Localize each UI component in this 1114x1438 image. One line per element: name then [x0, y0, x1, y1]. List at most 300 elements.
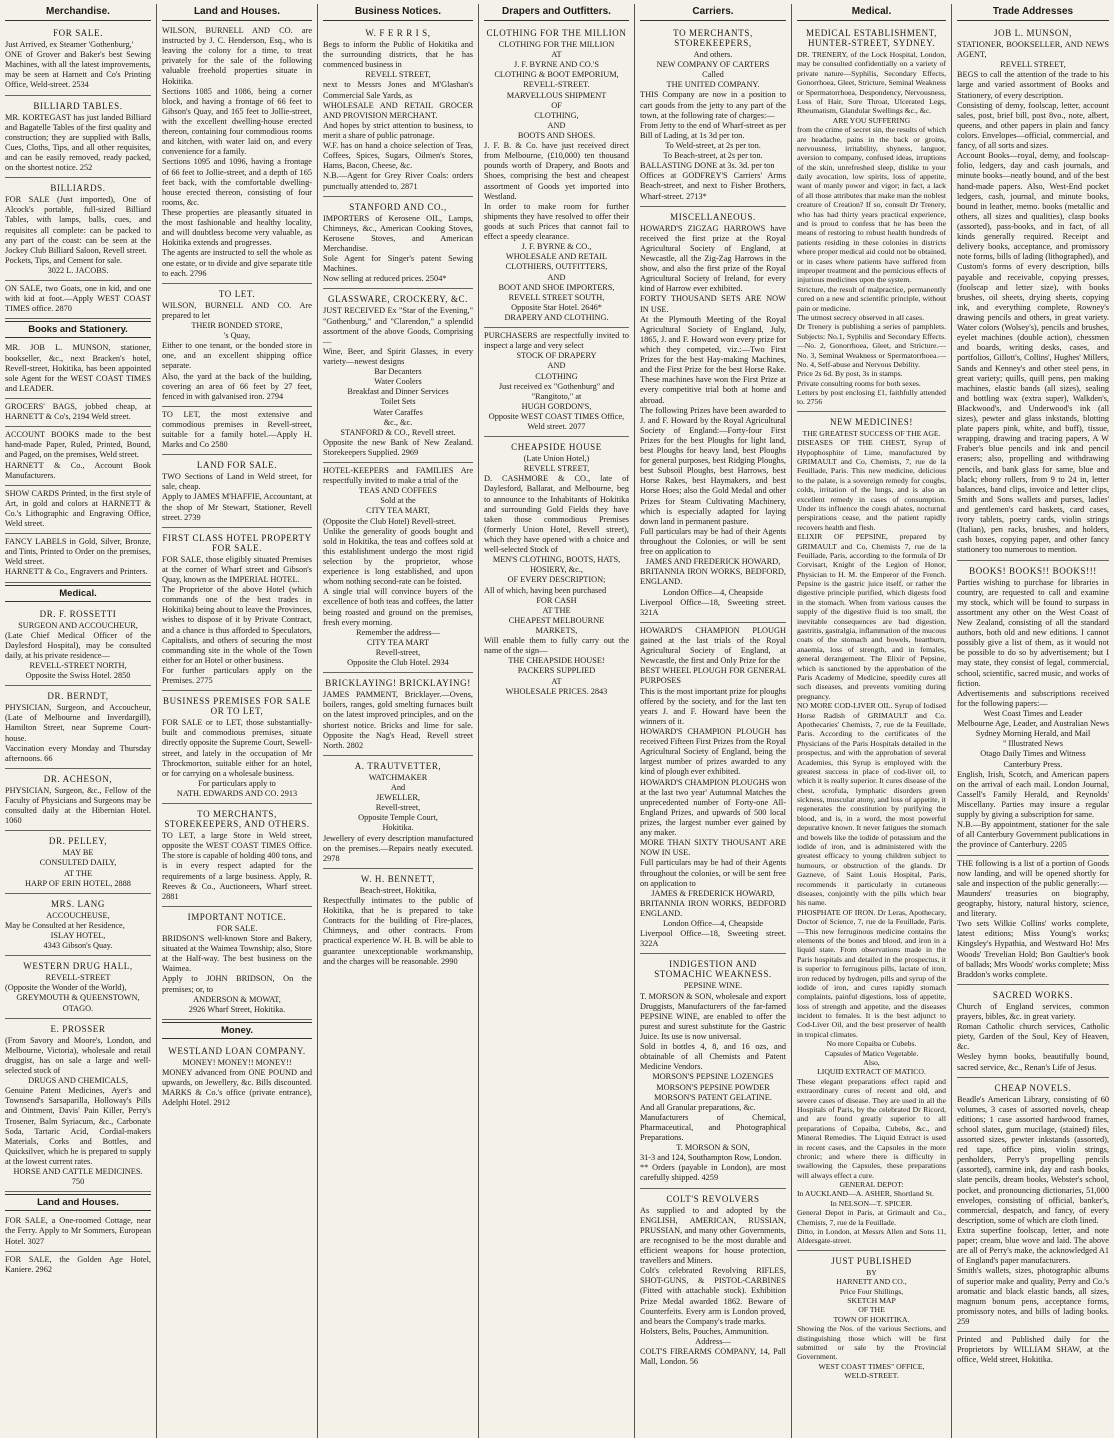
ad-text: OF THE [858, 1305, 885, 1315]
ad-text: CLOTHING, [534, 110, 579, 120]
ad-text: Letters by post enclosing £1, faithfully attended to. 2756 [797, 388, 946, 407]
column [792, 4, 952, 1438]
ad-text: HORSE AND CATTLE MEDICINES. [13, 1167, 143, 1177]
ad-text: Wine, Beer, and Spirit Glasses, in every variety—newest designs [323, 346, 473, 366]
advertisement [5, 1213, 151, 1251]
ad-text: London Office—4, Cheapside [662, 587, 764, 597]
ad-text: OF [551, 100, 562, 110]
ad-text: Private consulting rooms for both sexes. [797, 378, 921, 388]
ad-text: BALLASTING DONE at 3s. 3d. per ton [640, 161, 775, 171]
ad-text: JUST RECEIVED Ex "Star of the Evening," "Gothenburg," and "Clarendon," a splendid assortment of the above Goods, Comprising— [323, 306, 473, 346]
ad-text: THE GREATEST SUCCESS OF THE AGE. [802, 428, 941, 438]
ad-text: Sold at the [380, 496, 416, 506]
ad-text: Full particulars may be had of their Agents throughout the Colonies, or will be sent free on application to [640, 526, 786, 557]
section-header: Books and Stationery. [5, 321, 151, 338]
ad-text: REVELL-STREET NORTH, [29, 661, 127, 671]
ad-text: (Opposite the Club Hotel) Revell-street. [323, 516, 456, 526]
ad-text: CITY TEA MART [366, 637, 430, 647]
ad-text: Breakfast and Dinner Services [347, 387, 449, 397]
ad-text: In order to make room for further shipments they have resolved to offer their goods at such Prices that cannot fail to effect a speedy clearance. [484, 201, 629, 242]
ad-text: REVELL STREET SOUTH, [508, 292, 605, 302]
ad-text: London Office—4, Cheapside [662, 919, 764, 929]
ad-text: Opposite the Swiss Hotel. 2850 [25, 671, 131, 681]
ad-text: PHOSPHATE OF IRON. Dr Leras, Apothecary, Doctor of Science, 7, rue de la Feuillade, Paris.—This new ferruginous medicine contains the elements of the bones and blood, and iron in a liquid state. From observations made in the Paris hospitals and detailed in the prospectus, it is superior to ferruginous pills, lactate of iron, iron reduced by hydrogen, pills and syrup of the iodide of iron, and cures rapidly stomach complaints, painful digestions, loss of appetite, loss of strength and appetite, and the diseases incident to females. It is the best adjunct to Cod-Liver Oil, and the best preserver of health in tropical climates. [797, 907, 946, 1039]
ad-heading: GLASSWARE, CROCKERY, &C. [327, 294, 468, 305]
ad-text: Also, [863, 1058, 880, 1068]
ad-text: To Weld-street, at 2s per ton. [665, 140, 761, 150]
ad-text: MONEY! MONEY!! MONEY!! [182, 1057, 292, 1067]
ad-text: Account Books—royal, demy, and foolscap-folio, ledgers, day and cash journals, and minute books—neatly bound, and of the best hand-made papers. Also, West-End pocket ledgers, cash, journal, and minute books, bound in leather, memo. books (metallic and others, all sizes and qualities), clasp books (assorted), pass-books, and in fact, of all kinds generally required. Receipt and delivery books, acceptance, and promissory note forms, bills of lading (lithographed), and Custom's forms of every description, bills payable and receivable, copying presses, (foolscap and letter size), with books brushes, oil sheets, drying sheets, copying ink, and everything complete, Rowney's drawing pencils and others, in great variety. Water colors (Wolsey's), pencils and brushes, eyelet machines (double action), chessmen and boards, writing desks, cases, and portfolios, Gillott's, Collins', Hughes' Millers, Sands and Kenney's and other steel pens, in great variety; quills, quill pens, pen making machines, elastic bands (all sizes), sealing and bottling wax (extra super), Walkden's, Blackwood's, and Underwood's ink (all sizes), pewter and glass inkstands, blotting plate papers pink, white, and buff), tissue, wrapping, drawing and tracing papers, A W Fraber's blue pencils and ink and pencil erasers; also, propelling and withdrawing pencils, and bank glass for same, blue and black; ebony rollers, from 9 to 24 in, letter balances, band clips, invoice and letter clips, Smith and Sons wallets and purses, ladies' and gentlemen's card baskets, card cases, ivory tablets, poetry cards, violin strings (Italian), pen racks, brushes, and holders, cash boxes, copying paper, and other fancy stationery too numerous to mention. [957, 151, 1109, 555]
advertisement [957, 561, 1109, 856]
ad-text: Dr Trenery is publishing a series of pamphlets. Subjects: No.1, Syphilis and Secondary Effects.—No. 2, Gonorrhoea, Gleet, and Stricture.—No. 3, Seminal Weakness or Spermatorrhoea.—No. 4, Self-abuse and Nervous Debility. [797, 322, 946, 369]
ad-text: TOWN OF HOKITIKA. [833, 1314, 910, 1324]
ad-text: MAY BE [62, 848, 94, 858]
advertisement [797, 1251, 946, 1385]
ad-text: BY [866, 1267, 877, 1277]
ad-text: HOWARD'S CHAMPION PLOUGHS won at the last two year' Autumnal Matches the unprecedented number of Forty-one All-England Prizes, and upwards of 500 local prizes, the largest number ever gained by any maker. [640, 777, 786, 838]
ad-text: 31-3 and 124, Southampton Row, London. [640, 1153, 782, 1163]
ad-text: NEW COMPANY OF CARTERS [656, 60, 770, 70]
ad-text: ISLAY HOTEL, [50, 931, 106, 940]
advertisement [484, 328, 629, 437]
section-header: Money. [162, 1022, 312, 1039]
advertisement [5, 604, 151, 687]
ad-text: ACCOUNT BOOKS made to the best hand-made Paper, Ruled, Printed, Bound, and Paged, on the premises, Weld street. [5, 430, 151, 460]
column [479, 4, 635, 1438]
ad-heading: CHEAP NOVELS. [994, 1082, 1072, 1093]
ad-text: Respectfully intimates to the public of Hokitika, that he is prepared to take Contracts for the building of Fire-places, Chimneys, and other contracts. From practical experience W. H. B. will be able to guarantee unexceptionable workmanship, and the charges will be reasonable. 2990 [323, 895, 473, 966]
ad-heading: A. TRAUTVETTER, [354, 760, 442, 771]
ad-heading: DR. ACHESON, [43, 773, 113, 784]
ad-text: Church of England services, common prayers, bibles, &c. in great variety. [957, 1001, 1109, 1021]
ad-text: BEST WHEEL PLOUGH FOR GENERAL PURPOSES [640, 666, 786, 686]
ad-heading: E. PROSSER [50, 1023, 106, 1034]
advertisement [797, 23, 946, 412]
ad-text: FOR SALE, those eligibly situated Premises at the corner of Wharf street and Gibson's Quay, known as the IMPERIAL HOTEL. [162, 554, 312, 585]
ad-text: Price Four Shillings, [839, 1286, 904, 1296]
ad-text: Consisting of demy, foolscap, letter, account sales, post, brief bill, post 8vo., note, albert, queens, and other papers in plain and fancy colors. Envelopes—official, commercial, and fancy, of all sorts and sizes. [957, 100, 1109, 151]
ad-text: Hokitika. [382, 823, 414, 833]
ad-text: Vaccination every Monday and Thursday afternoons. 66 [5, 743, 151, 763]
ad-text: Canterbury Press. [1003, 759, 1063, 769]
ad-text: WHOLESALE AND RETAIL [505, 252, 608, 262]
ad-text: 2926 Wharf Street, Hokitika. [188, 1004, 286, 1014]
ad-heading: LAND FOR SALE. [196, 460, 278, 471]
ad-text: At the Plymouth Meeting of the Royal Agricultural Society of England, July, 1865, J. and F. Howard won every prize for which they competed, viz.:—Two First Prizes for the best Hay-making Machines, and the First Prize for the best Horse Rake. These machines have won the First Prize at every competitive trial both at home and abroad. [640, 314, 786, 405]
ad-text: In NELSON—T. SPICER. [830, 1198, 913, 1208]
ad-text: Apply to JAMES M'HAFFIE, Accountant, at the shop of Mr Stewart, Stationer, Revell street. 2739 [162, 492, 312, 522]
advertisement [957, 985, 1109, 1078]
column [952, 4, 1114, 1438]
ad-text: AT THE [63, 868, 93, 878]
ad-text: TO LET, a large Store in Weld street, opposite the WEST COAST TIMES Office. The store is capable of holding 400 tons, and is in every respect adapted for the requirements of a large business. Apply, R. Reeves & Co., Auctioneers, Wharf street. 2881 [162, 831, 312, 901]
ad-text: A single trial will convince buyers of the excellence of both teas and coffees, the latter being roasted and ground on the premises, fresh every morning. [323, 587, 473, 627]
ad-text: CITY TEA MART, [366, 506, 430, 516]
advertisement [162, 284, 312, 407]
ad-text: These elegant preparations effect rapid and extraordinary cures of recent and old, and severe cases of disease. They are used in all the Hospitals of Paris, by the celebrated Dr Ricord, and are found greatly superior to all preparations of Copaiba, Cubebs, &c., and Mineral Remedies. The Liquid Extract is used in recent cases, and the Capsules in the more chronic; and where there is difficulty in swallowing the Capsules, these preparations will always effect a cure. [797, 1076, 946, 1180]
ad-text: TO LET, the most extensive and commodious premises in Revell-street, suitable for a family hotel.—Apply H. Marks and Co 2580 [162, 409, 312, 450]
ad-text: Jewellery of every description manufactured on the premises.—Repairs neatly executed. 2978 [323, 833, 473, 863]
ad-text: DRUGS AND CHEMICALS, [28, 1076, 128, 1086]
ad-text: All of which, having been purchased [484, 585, 607, 595]
ad-text: BOOTS AND SHOES. [517, 130, 596, 140]
advertisement [484, 23, 629, 328]
ad-text: BRITANNIA IRON WORKS, BEDFORD, ENGLAND. [640, 567, 786, 587]
ad-text: 750 [71, 1177, 85, 1187]
ad-text: Opposite Temple Court, [358, 813, 438, 823]
ad-text: FOR SALE or to LET, those substantially-built and commodious premises, situate directly opposite the Supreme Court, Sewell-street, and lately in the occupation of Mr Throckmorton, suitable either for an hotel, or for carrying on a wholesale business. [162, 718, 312, 778]
ad-text: THE following is a list of a portion of Goods now landing, and will be opened shortly for sale and inspection of the public generally:— [957, 858, 1109, 888]
ad-text: NO MORE COD-LIVER OIL. Syrup of Iodised Horse Radish of GRIMAULT and Co. Apothecaries' Chemists, 7, rue de la Feuillade, Paris. According to the certificates of the Physicians of the Paris Hospitals detailed in the prospectus, and with the approbation of several Academies, this Syrup is employed with the greatest success in place of cod-liver oil, to which it is really superior. It cures disease of the chest, scrofula, lymphatic disorders green sickness, muscular atony, and loss of appetite, it regenerates the constitution by purifying the blood, and is, in a word, the most powerful depurative known. It never fatigues the stomach and bowels like the iodide of potassium and the iodide of iron, and is administered with the greatest efficacy to young children subject to humours, or obstruction of the glands. Dr Gazneve, of Saint Louis Hospital, Paris, recommends it particularly in cutaneous diseases, conjointly with the pills which bear his name. [797, 701, 946, 908]
ad-text: Sydney Morning Herald, and Mail [975, 729, 1091, 739]
ad-text: SKETCH MAP [847, 1296, 896, 1305]
ad-text: OF EVERY DESCRIPTION; [507, 575, 606, 585]
column [157, 4, 318, 1438]
ad-text: THEIR BONDED STORE, [191, 320, 283, 330]
advertisement [323, 463, 473, 673]
ad-text: REVELL STREET, [1000, 60, 1066, 70]
ad-text: Printed and Published daily for the Proprietors by WILLIAM SHAW, at the office, Weld street, Hokitika. [957, 1335, 1109, 1365]
ad-text: MONEY advanced from ONE POUND and upwards, on Jewellery, &c. Bills discounted. MARKS & Co.'s office (private entrance), Adelphi Hotel. 2912 [162, 1067, 312, 1108]
ad-text: BEGS to call the attention of the trade to his large and varied assortment of Books and Stationery, of every description. [957, 70, 1109, 100]
ad-text: No more Copaiba or Cubebs. [826, 1039, 917, 1049]
ad-heading: DR. F. ROSSETTI [39, 608, 117, 619]
ad-text: ON SALE, two Goats, one in kid, and one with kid at foot.—Apply WEST COAST TIMES office. 2870 [5, 284, 151, 314]
advertisement [162, 455, 312, 528]
ad-text: GENERAL DEPOT: [839, 1180, 904, 1190]
ad-text: FORTY THOUSAND SETS ARE NOW IN USE. [640, 294, 786, 314]
ad-text: WELD-STREET. [844, 1371, 899, 1381]
advertisement [5, 340, 151, 399]
ad-text: MORSON'S PEPSINE POWDER [656, 1082, 770, 1092]
ad-text: JAMES PAMMENT, Bricklayer.—Ovens, boilers, ranges, gold smelting furnaces built on the latest improved principles, and on the shortest notice. Bricks and lime for sale. Opposite the Nag's Head, Revell street North. 2802 [323, 690, 473, 750]
advertisement [162, 23, 312, 284]
advertisement [162, 907, 312, 1020]
ad-text: ** Orders (payable in London), are most carefully shipped. 4259 [640, 1163, 786, 1183]
ad-text: Revell-street, [375, 648, 421, 658]
advertisement [162, 691, 312, 804]
ad-text: This is the most important prize for ploughs offered by the society, and for the last ten years J. and F. Howard have been the winners of it. [640, 686, 786, 726]
ad-text: AT [551, 50, 562, 60]
ad-text: FANCY LABELS in Gold, Silver, Bronze, and Tints, Printed to Order on the premises, Weld street. [5, 537, 151, 567]
ad-text: Just received ex "Gothenburg" and [498, 381, 615, 391]
ad-text: Price 2s 6d. By post, 3s in stamps. [797, 369, 903, 379]
ad-text: Revell-street, [375, 803, 421, 813]
advertisement [323, 197, 473, 290]
advertisement [5, 1252, 151, 1279]
ad-text: Begs to inform the Public of Hokitika and the surrounding districts, that he has commenced business in [323, 40, 473, 70]
ad-text: ACCOUCHEUSE, [46, 910, 110, 920]
ad-text: JAMES & FREDERICK HOWARD, [651, 888, 775, 898]
ad-heading: W. H. BENNETT, [360, 873, 436, 884]
ad-text: Opposite WEST COAST TIMES Office, [488, 411, 625, 421]
advertisement [323, 673, 473, 756]
advertisement [957, 856, 1109, 985]
ad-heading: COLT'S REVOLVERS [666, 1193, 760, 1204]
ad-text: from the crime of secret sin, the results of which are headache, pains in the back or groins, nervousness, irritability, shyness, languor, aversion to company, confused ideas, irruptions of the skin, unrefreshed sleep, dislike to your daily avocation, low spirits, loss of appetite, want of manly power and vigor; in fact, a lack of all those attributes that make man the noblest creature of Creation? If so, consult Dr Trenery, who has had thirty years practical experience, and is proud to confess that he has been the means of restoring to robust health hundreds of patients residing in these colonies in districts where proper medical aid could not be obtained, or in cases where patients have suffered from improper treatment and the pernicious effects of injurious medicines upon the system. [797, 125, 947, 285]
ad-text: Advertisements and subscriptions received for the following papers:— [957, 688, 1109, 708]
column [0, 4, 157, 1438]
ad-text: Sections 1095 and 1096, having a frontage of 66 feet to Jollie-street, and a depth of 165 feet back, with the comfortable dwelling-house erected thereon, consisting of four rooms, &c. [162, 157, 312, 207]
ad-text: HARNETT & Co., Engravers and Printers. [5, 567, 148, 577]
advertisement [957, 1332, 1109, 1369]
ad-heading: TO MERCHANTS, STOREKEEPERS, AND OTHERS. [164, 809, 310, 830]
ad-text: AND [547, 120, 566, 130]
ad-text: HOTEL-KEEPERS and FAMILIES Are respectfully invited to make a trial of the [323, 466, 473, 486]
ad-text: Showing the Nos. of the various Sections, and distinguishing those which will be first submitted or sale by the Provincial Government. [797, 1324, 946, 1362]
advertisement [323, 289, 473, 463]
ad-text: Water Caraffes [373, 407, 423, 417]
ad-text: REVELL STREET, [523, 464, 590, 474]
column [635, 4, 792, 1438]
ad-text: WHOLESALE PRICES. 2843 [505, 686, 608, 696]
advertisement [162, 1041, 312, 1113]
ad-text: &c., &c. [383, 417, 413, 427]
ad-text: THE UNITED COMPANY. [666, 80, 760, 90]
ad-text: Pockets, Tips, and Cement for sale. [5, 255, 123, 265]
ad-text: CHEAPEST MELBOURNE [508, 615, 605, 625]
ad-text: HOWARD'S CHAMPION PLOUGH gained at the last trials of the Royal Agricultural Society of England, at Newcastle, the first and Only Prize for the [640, 625, 786, 666]
ad-text: BRITANNIA IRON WORKS, BEDFORD ENGLAND. [640, 898, 786, 918]
column-header: Merchandise. [5, 4, 151, 21]
ad-text: MR. JOB L. MUNSON, stationer, bookseller, &c., next Bracken's hotel, Revell-street, Hokitika, has been appointed sole Agent for the WEST COAST TIMES and LEADER. [5, 343, 151, 393]
ad-text: Opposite Star Hotel. 2646* [511, 302, 602, 312]
ad-text: Address— [695, 1337, 731, 1347]
ad-text: In AUCKLAND—A. ASHER, Shortland St. [797, 1189, 934, 1199]
ad-text: Now selling at reduced prices. 2504* [323, 274, 447, 284]
ad-text: Extra superfine foolscap, letter, and note paper; cream, blue wove and laid. The above are all of Perry's make, the acknowledged A1 of England's paper manufacturers. [957, 1226, 1109, 1266]
advertisement [640, 1189, 786, 1372]
ad-text: Remember the address— [356, 627, 440, 637]
ad-text: West Coast Times and Leader [983, 709, 1083, 718]
ad-text: Colt's celebrated Revolving RIFLES, SHOT-GUNS, & PISTOL-CARBINES (Fitted with attachable stock). Exhibition Prize Medal awarded 1862. Beware of Counterfeits. Every arm is London proved, and bears the Company's trade marks. [640, 1266, 786, 1326]
ad-text: Capsules of Matico Vegetable. [824, 1048, 919, 1058]
ad-text: TEAS AND COFFEES [359, 486, 437, 496]
ad-heading: SACRED WORKS. [992, 989, 1074, 1000]
ad-text: These properties are pleasantly situated in the most fashionable and healthy locality, and will doubtless become very valuable, as Hokitika extends and progresses. [162, 207, 312, 248]
ad-text: FOR SALE. [216, 923, 258, 933]
ad-heading: TO LET. [218, 288, 256, 299]
ad-text: FOR SALE, a One-roomed Cottage, near the Ferry. Apply to Mr Sommers, European Hotel. 3027 [5, 1216, 151, 1246]
ad-text: Stricture, the result of malpractice, permanently cured on a new and scientific principle, without pain or medicine. [797, 284, 946, 313]
ad-text: HUGH GORDON'S, [521, 401, 592, 411]
ad-text: T. MORSON & SON, [676, 1143, 750, 1153]
ad-text: As supplied to and adopted by the ENGLISH, AMERICAN, RUSSIAN, PRUSSIAN, and many other Governments, are recognised to be the most durable and efficient weapons for house protection, travellers and Miners. [640, 1205, 786, 1266]
ad-text: Opposite the Club Hotel. 2934 [347, 658, 449, 668]
ad-heading: JOB L. MUNSON, [994, 28, 1072, 38]
advertisement [484, 437, 629, 701]
ad-text: Also, the yard at the back of the building, covering an area of 66 feet by 27 feet, fenced in with galvanised iron. 2794 [162, 371, 312, 401]
column [318, 4, 479, 1438]
ad-text: To Beach-street, at 2s per ton. [663, 151, 763, 161]
ad-text: Apply to JOHN BRIDSON, On the premises; or, to [162, 974, 312, 994]
advertisement [957, 1078, 1109, 1333]
ad-text: PACKERS SUPPLIED [517, 666, 596, 676]
section-header: Medical. [5, 585, 151, 602]
ad-text: And others. [693, 50, 733, 59]
ad-text: LIQUID EXTRACT OF MATICO. [817, 1067, 926, 1077]
ad-text: Full particulars may be had of their Agents throughout the colonies, or will be sent free on application to [640, 858, 786, 888]
ad-text: WEST COAST TIMES" OFFICE, [818, 1361, 925, 1371]
ad-text: JEWELLER, [375, 793, 420, 803]
ad-heading: CLOTHING FOR THE MILLION [486, 28, 627, 38]
ad-heading: IMPORTANT NOTICE. [187, 911, 287, 922]
ad-text: Will enable them to fully carry out the name of the sign— [484, 636, 629, 656]
advertisement [5, 831, 151, 893]
ad-text: AND [547, 272, 566, 282]
ad-heading: W. F E R R I S, [365, 28, 431, 38]
ad-text: HOSIERY, &c., [530, 565, 583, 575]
ad-text: HARNETT & Co., Account Book Manufacturers. [5, 460, 151, 480]
ad-text: DRAPERY AND CLOTHING. [504, 312, 609, 322]
ad-text: Holsters, Belts, Pouches, Ammunition. [640, 1326, 769, 1336]
ad-heading: BILLIARDS. [50, 183, 106, 194]
ad-text: CLOTHING FOR THE MILLION [498, 40, 615, 49]
ad-text: DISEASES OF THE CHEST, Syrup of Hypophosphite of Lime, manufactured by GRIMAULT and Co, Chemists, 7, rue de la Feuillade, Paris. This new medicine, delicious to the palate, is a sovereign remedy for coughs, colds, irritation of the lungs, and is also an excellent remedy in cases of consumption. Under its influence the cough abates, nocturnal perspirations cease, and the patient rapidly recovers health and flesh. [797, 438, 946, 532]
advertisement [323, 756, 473, 869]
ad-text: PEPSINE WINE. [683, 981, 743, 991]
ad-text: J. F. BYRNE AND CO.'S [514, 60, 599, 70]
ad-text: PURCHASERS are respectfully invited to inspect a large and very select [484, 331, 629, 351]
ad-text: Sold in bottles 4, 8, and 16 ozs, and obtainable of all Chemists and Patent Medicine Vendors. [640, 1042, 786, 1072]
column-header: Business Notices. [323, 4, 473, 21]
ad-heading: DR. BERNDT, [47, 691, 109, 702]
ad-text: COLT'S FIREARMS COMPANY, 14, Pall Mall, London. 56 [640, 1347, 786, 1367]
advertisement [5, 486, 151, 534]
ad-text: WILSON, BURNELL AND CO. are instructed by J. C. Henderson, Esq., who is leaving the colony for a time, to treat privately for the sale of the following valuable freehold properties situate in Hokitika. [162, 26, 312, 86]
ad-text: THE CHEAPSIDE HOUSE! [508, 656, 605, 666]
ad-text: (Late Chief Medical Officer of the Daylesford Hospital), may be consulted daily, at his private residence— [5, 630, 151, 660]
ad-heading: TO MERCHANTS, STOREKEEPERS, [673, 28, 753, 48]
ad-heading: CHEAPSIDE HOUSE [511, 442, 602, 453]
ad-text: Wesley hymn books, beautifully bound, sacred service, &c., Renan's Life of Jesus. [957, 1052, 1109, 1072]
ad-text: May be Consulted at her Residence, [5, 920, 125, 930]
advertisement [5, 534, 151, 582]
ad-heading: FIRST CLASS HOTEL PROPERTY FOR SALE. [162, 532, 312, 553]
ad-heading: JUST PUBLISHED [831, 1255, 912, 1266]
ad-text: Manufacturers of Chemical, Pharmaceutical, and Photographical Preparations. [640, 1112, 786, 1143]
advertisement [5, 399, 151, 427]
ad-text: GROCERS' BAGS, jobbed cheap, at HARNETT & Co's, 2194 Weld street. [5, 401, 151, 422]
ad-text: GREYMOUTH & QUEENSTOWN, [16, 993, 140, 1003]
ad-text: Water Coolers [374, 377, 422, 387]
advertisement [5, 427, 151, 486]
ad-text: MR. KORTEGAST has just landed Billiard and Bagatelle Tables of the first quality and construction; they are supplied with Balls, Cues, Cloths, Tips, and all other requisites, and can be easily removed, ready packed, on the shortest notice. 252 [5, 112, 151, 173]
ad-text: For particulars apply to [198, 778, 276, 788]
ad-text: SURGEON AND ACCOUCHEUR, [18, 620, 138, 630]
ad-text: Smith's wallets, sizes, photographic albums of superior make and quality, Perry and Co.'s aromatic and black elastic bands, all sizes, magnum bonum pens, acceptance forms, promissory notes, and bills of lading books. 259 [957, 1266, 1109, 1327]
ad-text: next to Messrs Jones and M'Glashan's Commercial Sale Yards, as [323, 80, 473, 100]
advertisement [5, 23, 151, 96]
advertisement [5, 686, 151, 769]
ad-text: Weld street. 2077 [527, 422, 586, 432]
ad-heading: MRS. LANG [51, 898, 105, 909]
ad-heading: WESTERN DRUG HALL, [23, 961, 133, 972]
ad-text: ELIXIR OF PEPSINE, prepared by GRIMAULT and Co, Chemists 7, rue de la Feuillade, Paris, according to the formula of Dr Corvisart, Knight of the Legion of Honor, Physician to H. M. the Emperor of the French. Pepsine is the gastric juice itself, or rather the digestive principle purified, which digests food in the stomach. When from various causes the supply of the digestive fluid is too small, the inevitable consequences are bad digestion, gastritis, gastralgia, inflammation of the mucous coats of the stomach and bowels, heartburn, anaemia, loss of strength, and in females, general derangement. The Elixir of Pepsine, which is sanctioned by the approbation of the Paris Academy of Medicine, speedily cures all such diseases, and prevents vomiting during pregnancy. [797, 532, 946, 701]
ad-heading: BILLIARD TABLES. [33, 100, 123, 111]
ad-text: T. MORSON & SON, wholesale and export Druggists, Manufacturers of the far-famed PEPSINE WINE, are enabled to offer the purest and surest substitute for the Gastric Juice. Its use is now universal. [640, 991, 786, 1041]
ad-text: JAMES AND FREDERICK HOWARD, [645, 557, 781, 567]
section-header: Land and Houses. [5, 1194, 151, 1211]
ad-text: The agents are instructed to sell the whole as one estate, or to divide and give separate title to each. 2796 [162, 248, 312, 278]
ad-text: Ditto, in London, at Messrs Allen and Sons 11, Aldersgate-street. [797, 1227, 946, 1246]
advertisement [5, 178, 151, 281]
ad-text: HARNETT AND CO., [836, 1277, 907, 1287]
advertisement [640, 23, 786, 207]
ad-text: Beadle's American Library, consisting of 60 volumes, 3 cases of assorted novels, cheap editions; 1 case assorted hardwood frames, school slates, gum mucilage, (stained) files, assorted sizes, pewter inkstands (assorted), red tape, office pins, violin strings, penholders, Perry's propelling pencils (assorted), carmine ink, day and cash books, slate pencils, dream books, Webster's school, pocket, and pronouncing dictionaries, 51,000 envelopes, consisting of official, banker's, commercial, despatch, and fancy, of every description, some of which are cloth lined. [957, 1094, 1109, 1225]
ad-text: N.B.—Agent for Grey River Coals: orders punctually attended to. 2871 [323, 171, 473, 191]
ad-text: From Jetty to the end of Wharf-street as per Bill of Lading, at 1s 3d per ton. [640, 120, 786, 140]
ad-text: AT [551, 676, 562, 686]
ad-text: BOOT AND SHOE IMPORTERS, [498, 282, 615, 292]
advertisement [957, 23, 1109, 561]
ad-text: THIS Company are now in a position to cart goods from the jetty to any part of the town, at the following rate of charges:— [640, 90, 786, 120]
ad-text: MEN'S CLOTHING, BOOTS, HATS, [492, 555, 621, 565]
ad-heading: STANFORD AND CO., [349, 201, 447, 212]
ad-text: TWO Sections of Land in Weld street, for sale, cheap. [162, 472, 312, 492]
ad-text: Parties wishing to purchase for libraries in country, are requested to call and examine my stock, which will be found to surpass in assortment any other on the West Coast of New Zealand, consisting of all the standard authors, both old and new editions. I cannot possibly give a list of them, as it would not be possible to do so by advertisement; but I may state, they consist of legal, commercial, school, scientific, sacred music, and works of fiction. [957, 577, 1109, 688]
ad-text: 4343 Gibson's Quay. [43, 941, 113, 951]
ad-text: PHYSICIAN, Surgeon, &c., Fellow of the Faculty of Physicians and Surgeons may be consulted daily at the Hibernian Hotel. 1060 [5, 785, 151, 826]
ad-text: Called [702, 70, 724, 80]
ad-heading: FOR SALE. [53, 28, 103, 38]
ad-text: Unlike the generality of goods bought and sold in Hokitika, the teas and coffees sold at this establishment undergo the most rigid selection by the proprietor, whose experience is long established, and upon whom nothing second-rate can be foisted. [323, 526, 473, 587]
advertisement [5, 894, 151, 956]
ad-text: NATH. EDWARDS AND CO. 2913 [176, 789, 298, 798]
ad-text: Bar Decanters [374, 367, 422, 377]
ad-text: ANDERSON & MOWAT, [193, 994, 281, 1004]
column-header: Drapers and Outfitters. [484, 4, 629, 21]
ad-text: STATIONER, BOOKSELLER, AND NEWS AGENT, [957, 40, 1109, 60]
ad-text: Sections 1085 and 1086, being a corner block, and having a frontage of 66 feet to Gibson's Quay, and 165 feet to Jollie-street, with the excellent dwelling-house erected thereon, containing four commodious rooms and kitchen, with water laid on, and every convenience for a family. [162, 86, 312, 157]
ad-text: Opposite the new Bank of New Zealand. Storekeepers Supplied. 2969 [323, 437, 473, 457]
advertisement [5, 96, 151, 179]
ad-text: AT THE [542, 605, 571, 615]
ad-text: Just Arrived, ex Steamer 'Gothenburg,' [5, 40, 134, 49]
ad-text: Roman Catholic church services, Catholic piety, Garden of the Soul, Key of Heaven, &c. [957, 1022, 1109, 1052]
advertisement [323, 869, 473, 971]
advertisement [162, 407, 312, 455]
ad-text: D. CASHMORE & CO., late of Daylesford, Ballarat, and Melbourne, beg to announce to the Inhabitants of Hokitika and surrounding Gold Fields they have taken those commodious Premises (formerly Union Hotel, Revell street), which they have opened with a choice and well-selected Stock of [484, 474, 629, 555]
ad-text: MARVELLOUS SHIPMENT [506, 90, 607, 100]
ad-heading: BUSINESS PREMISES FOR SALE OR TO LET, [163, 696, 311, 717]
ad-text: Either to one tenant, or the bonded store in one, and an excellent shipping office separate. [162, 341, 312, 371]
ad-text: WILSON, BURNELL AND CO. Are prepared to let [162, 300, 312, 320]
advertisement [323, 23, 473, 197]
ad-text: For further particulars apply on the Premises. 2775 [162, 666, 312, 686]
ad-text: BRIDSON'S well-known Store and Bakery, situated at the Waimea Township; also, Store at the Half-way. The best business on the Waimea. [162, 933, 312, 974]
ad-text: MORSON'S PATENT GELATINE. [654, 1092, 772, 1102]
ad-text: STANFORD & CO., Revell street. [340, 427, 456, 437]
advertisement [162, 528, 312, 691]
ad-text: J. F. B. & Co. have just received direct from Melbourne, (£10,000) ten thousand pounds worth of Drapery, and Boots and Shoes, comprising the best and cheapest assortment of Goods yet imported into Westland. [484, 141, 629, 201]
ad-heading: MISCELLANEOUS. [670, 211, 756, 222]
ad-heading: NEW MEDICINES! [830, 416, 913, 427]
ad-text: HARP OF ERIN HOTEL, 2888 [25, 878, 131, 888]
ad-text: IMPORTERS of Kerosene OIL, Lamps, Chimneys, &c., American Cooking Stoves, Kerosene Stoves, and American Merchandise. [323, 213, 473, 253]
ad-text: CONSULTED DAILY, [39, 858, 117, 868]
ad-text: "Rangitoto," at [531, 391, 582, 401]
column-header: Land and Houses. [162, 4, 312, 21]
advertisement [5, 281, 151, 319]
advertisement [640, 623, 786, 955]
ad-text: CLOTHIERS, OUTFITTERS, [505, 262, 608, 272]
ad-text: CLOTHING [535, 371, 578, 381]
ad-text: Melbourne Age, Leader, and Australian News [957, 719, 1109, 729]
ad-text: Two sets Wilkie Collins' works complete, latest editions; Miss Young's works; Kingsley's Hypathia, and Westward Ho! Mrs Woods' Trevelian Hold; Bon Gaultier's book of ballads; Mrs Woods' works complete; Miss Braddon's works complete. [957, 919, 1109, 979]
ad-text: Otago Daily Times and Witness [980, 749, 1086, 759]
ad-text: Beach-street, Hokitika, [359, 885, 437, 895]
